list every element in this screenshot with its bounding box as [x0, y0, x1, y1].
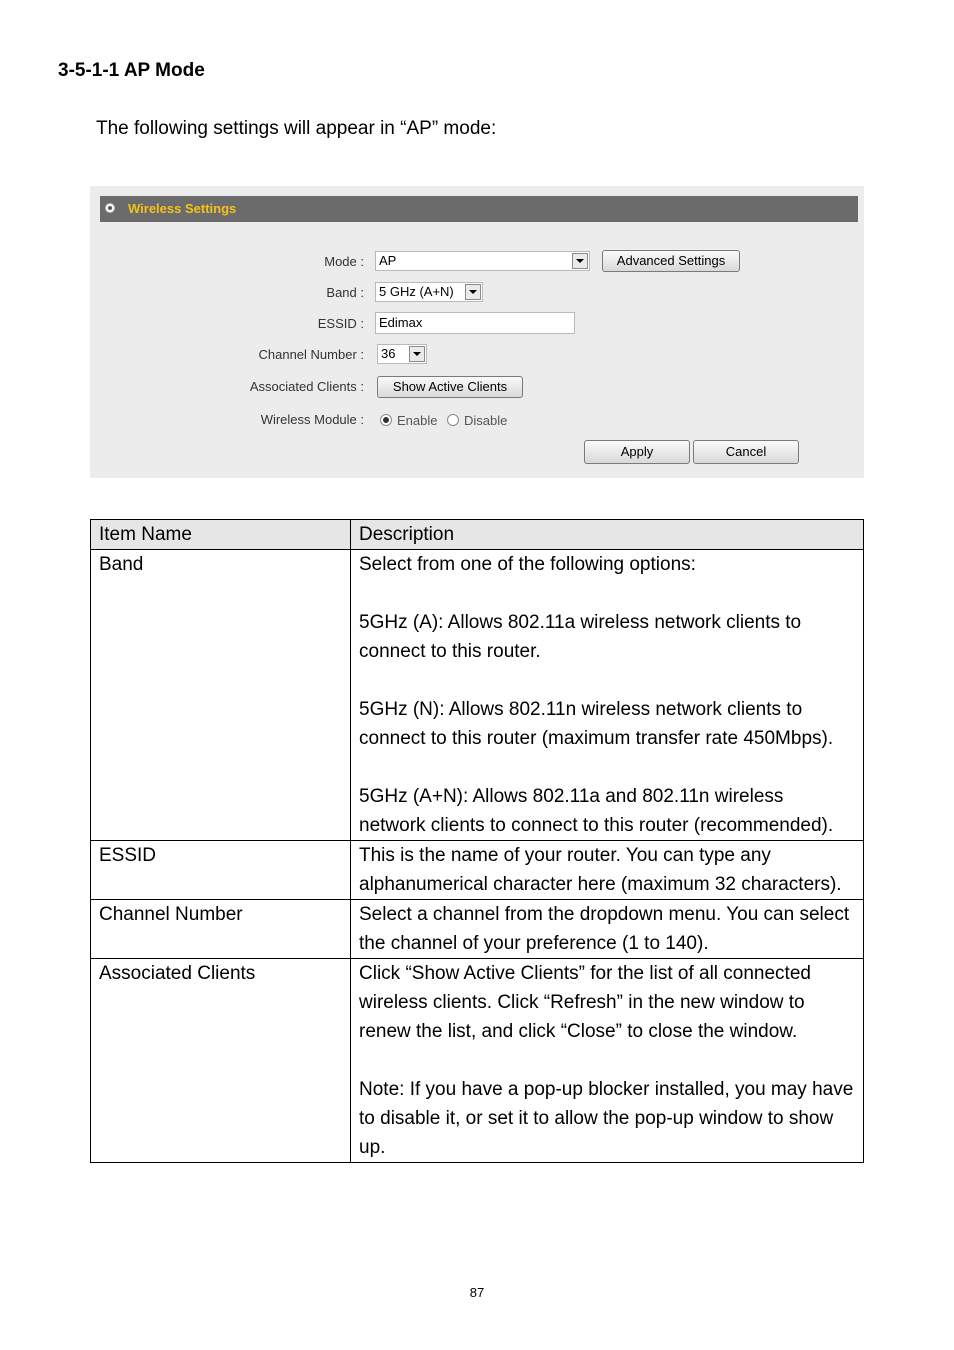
- essid-label: ESSID :: [317, 316, 364, 331]
- section-title: 3-5-1-1 AP Mode: [58, 60, 205, 81]
- description-cell: [351, 550, 864, 841]
- bullet-icon: [105, 203, 115, 213]
- description-paragraph: 5GHz (N): Allows 802.11n wireless network clients to connect to this router (maximum transfer rate 450Mbps).: [359, 699, 834, 749]
- disable-radio[interactable]: [447, 414, 459, 426]
- description-cell: [351, 959, 864, 1163]
- description-paragraph: Click “Show Active Clients” for the list of all connected wireless clients. Click “Refresh” in the new window to renew the list, and click “Close” to close the window.: [359, 963, 811, 1042]
- table-row: [91, 900, 864, 959]
- description-paragraph: Select a channel from the dropdown menu. You can select the channel of your preference (1 to 140).: [359, 904, 850, 954]
- chevron-down-icon[interactable]: [409, 346, 425, 362]
- chevron-down-icon[interactable]: [572, 253, 588, 269]
- channel-select[interactable]: [377, 344, 427, 364]
- advanced-settings-button[interactable]: Advanced Settings: [602, 250, 740, 272]
- mode-select-value: AP: [379, 253, 397, 268]
- channel-number-label: Channel Number :: [258, 347, 364, 362]
- item-name-cell: Associated Clients: [91, 959, 351, 1163]
- enable-radio-label: Enable: [397, 413, 438, 428]
- wireless-settings-panel: [90, 186, 864, 478]
- description-paragraph: 5GHz (A): Allows 802.11a wireless network clients to connect to this router.: [359, 612, 802, 662]
- description-cell: [351, 841, 864, 900]
- band-label: Band :: [326, 285, 364, 300]
- page-number: 87: [469, 1285, 485, 1300]
- item-name-cell: Band: [91, 550, 351, 841]
- table-row: [91, 550, 864, 841]
- panel-header-title: Wireless Settings: [128, 201, 237, 216]
- item-name-cell: ESSID: [91, 841, 351, 900]
- item-name-cell: Channel Number: [91, 900, 351, 959]
- description-paragraph: This is the name of your router. You can type any alphanumerical character here (maximum 32 characters).: [359, 845, 842, 895]
- table-row: [91, 959, 864, 1163]
- cancel-button[interactable]: Cancel: [693, 440, 799, 464]
- apply-button[interactable]: Apply: [584, 440, 690, 464]
- chevron-down-icon[interactable]: [465, 284, 481, 300]
- description-paragraph: Note: If you have a pop-up blocker installed, you may have to disable it, or set it to allow the pop-up window to show up.: [359, 1079, 854, 1158]
- description-paragraph: Select from one of the following options:: [359, 554, 696, 575]
- table-row: [91, 841, 864, 900]
- item-description-table: [90, 519, 864, 1163]
- description-paragraph: 5GHz (A+N): Allows 802.11a and 802.11n wireless network clients to connect to this router (recommended).: [359, 786, 834, 836]
- channel-select-value: 36: [381, 346, 396, 361]
- column-header-item-name: Item Name: [91, 520, 351, 550]
- show-active-clients-button[interactable]: Show Active Clients: [377, 376, 523, 398]
- mode-select[interactable]: [375, 251, 590, 271]
- enable-radio[interactable]: [380, 414, 392, 426]
- table-header-row: [91, 520, 864, 550]
- panel-header: [100, 196, 858, 222]
- mode-label: Mode :: [324, 254, 364, 269]
- associated-clients-label: Associated Clients :: [249, 379, 364, 394]
- intro-text: The following settings will appear in “AP” mode:: [96, 118, 497, 139]
- band-select-value: 5 GHz (A+N): [379, 284, 454, 299]
- band-select[interactable]: [375, 282, 483, 302]
- disable-radio-label: Disable: [464, 413, 508, 428]
- description-cell: [351, 900, 864, 959]
- essid-field[interactable]: Edimax: [375, 312, 575, 334]
- column-header-description: Description: [351, 520, 864, 550]
- wireless-module-label: Wireless Module :: [260, 412, 364, 427]
